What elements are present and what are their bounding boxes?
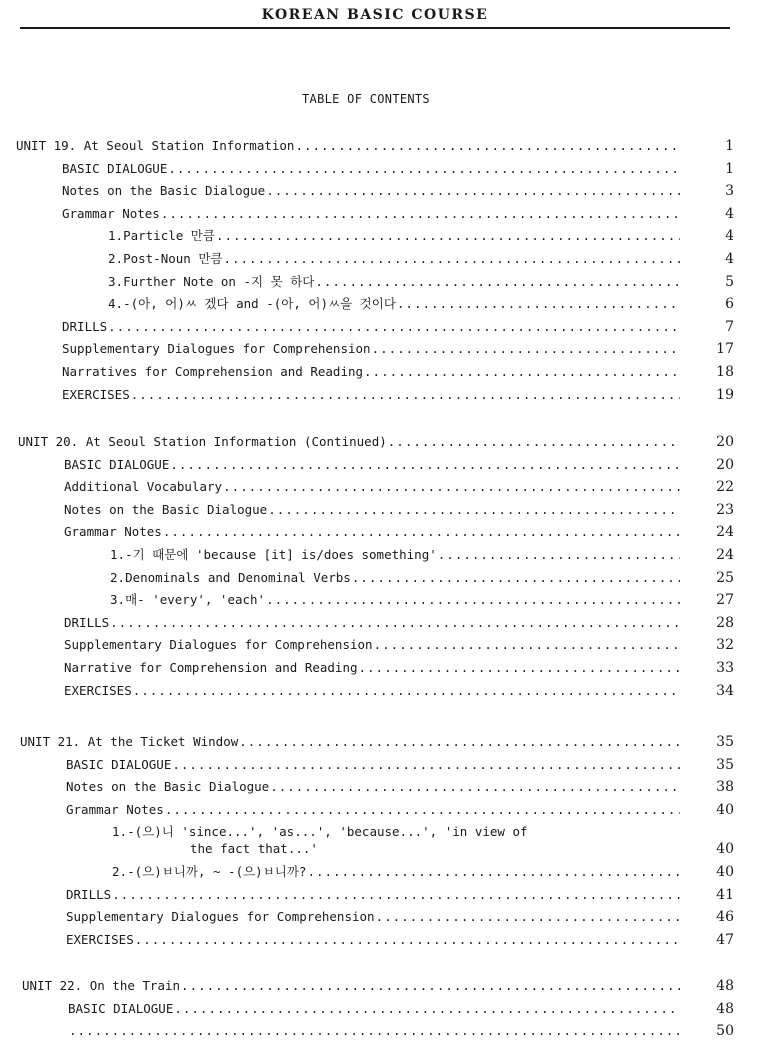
- dot-leader: [270, 777, 680, 797]
- toc-entry: [62, 385, 734, 405]
- grammar-note-entry: [108, 294, 734, 314]
- page-number: 5: [725, 273, 734, 290]
- dot-leader: [170, 455, 680, 475]
- page-number: 22: [716, 479, 734, 496]
- page-number: 40: [716, 841, 734, 858]
- grammar-note-entry: [108, 272, 734, 292]
- entry-label: -(아, 어)ㅆ 겠다 and -(아, 어)ㅆ을 것이다: [123, 296, 396, 312]
- entry-number: 4.: [108, 296, 124, 312]
- dot-leader: [161, 204, 680, 224]
- toc-entry: [62, 317, 734, 337]
- dot-leader: [266, 181, 680, 201]
- entry-label: Denominals and Denominal Verbs: [125, 569, 351, 585]
- unit-entry: [16, 136, 734, 156]
- page-number: 1: [725, 138, 734, 154]
- dot-leader: [295, 136, 680, 156]
- page-number: 24: [716, 547, 734, 563]
- entry-number: 1.: [110, 547, 126, 562]
- dot-leader: [352, 568, 680, 588]
- dot-leader: [112, 885, 680, 905]
- grammar-note-entry: [110, 568, 734, 588]
- page-number: 7: [725, 318, 734, 335]
- toc-entry: [66, 930, 734, 950]
- entry-label: Particle 만큼: [123, 228, 215, 244]
- dot-leader: [174, 999, 680, 1019]
- entry-label: Grammar Notes: [62, 205, 160, 221]
- dot-leader: [135, 930, 680, 950]
- toc-entry: [62, 362, 734, 382]
- page-number: 48: [716, 1000, 734, 1017]
- dot-leader: [163, 522, 680, 542]
- entry-label: BASIC DIALOGUE: [64, 456, 170, 472]
- entry-label: DRILLS: [66, 886, 112, 902]
- unit-entry: [22, 976, 734, 996]
- page-number: 35: [716, 756, 734, 773]
- page-number: 17: [716, 341, 734, 358]
- page-number: 38: [716, 779, 734, 796]
- toc-entry: [64, 477, 734, 497]
- page-number: 48: [716, 978, 734, 994]
- dot-leader: [315, 272, 680, 292]
- page-number: 6: [725, 296, 734, 313]
- entry-label: DRILLS: [64, 614, 110, 630]
- dot-leader: [388, 432, 680, 452]
- toc-entry: [66, 755, 734, 775]
- entry-label: -(으)니 'since...', 'as...', 'because...', 'in view of: [127, 824, 528, 840]
- dot-leader: [165, 800, 680, 820]
- toc-entry: [66, 907, 734, 927]
- toc-entry: [64, 635, 734, 655]
- page-number: 28: [716, 614, 734, 631]
- page-number: 4: [725, 228, 734, 245]
- dot-leader: [223, 477, 680, 497]
- dot-leader: [133, 681, 680, 701]
- page-number: 27: [716, 592, 734, 609]
- page-number: 1: [725, 160, 734, 177]
- dot-leader: [216, 226, 680, 246]
- entry-label: DRILLS: [62, 318, 108, 334]
- dot-leader: [307, 862, 680, 882]
- dot-leader: [69, 1021, 680, 1041]
- toc-entry: [68, 1021, 734, 1041]
- entry-label: Notes on the Basic Dialogue: [62, 183, 266, 199]
- unit-entry: [18, 432, 734, 452]
- grammar-note-entry: [108, 249, 734, 269]
- entry-label: Supplementary Dialogues for Comprehension: [66, 909, 375, 925]
- dot-leader: [108, 317, 680, 337]
- dot-leader: [239, 732, 680, 752]
- entry-label: -기 때문에 'because [it] is/does something': [125, 547, 437, 562]
- entry-number: 2.: [110, 569, 126, 585]
- dot-leader: [110, 613, 680, 633]
- toc-entry: [64, 500, 734, 520]
- dot-leader: [359, 658, 681, 678]
- entry-label: Supplementary Dialogues for Comprehension: [62, 341, 371, 357]
- entry-label: UNIT 22. On the Train: [22, 978, 181, 993]
- entry-label: Additional Vocabulary: [64, 479, 223, 495]
- entry-label: Notes on the Basic Dialogue: [64, 501, 268, 517]
- entry-label: 매- 'every', 'each': [125, 592, 266, 608]
- page-number: 50: [716, 1023, 734, 1040]
- toc-entry: [66, 777, 734, 797]
- page-number: 34: [716, 682, 734, 699]
- page-number: 32: [716, 637, 734, 654]
- entry-label: EXERCISES: [66, 931, 134, 947]
- dot-leader: [223, 249, 680, 269]
- toc-entry: [62, 181, 734, 201]
- entry-number: 1.: [112, 824, 128, 840]
- page-number: 40: [716, 864, 734, 880]
- toc-entry: [62, 339, 734, 359]
- dot-leader: [372, 339, 680, 359]
- dot-leader: [397, 294, 680, 314]
- entry-label: Narrative for Comprehension and Reading: [64, 660, 358, 675]
- entry-number: 3.: [108, 273, 124, 289]
- dot-leader: [172, 755, 680, 775]
- entry-label: Narratives for Comprehension and Reading: [62, 364, 364, 379]
- grammar-note-entry: [112, 862, 734, 882]
- page-number: 4: [725, 205, 734, 222]
- page-number: 41: [716, 886, 734, 903]
- entry-label: Grammar Notes: [64, 524, 162, 540]
- page-number: 24: [716, 524, 734, 541]
- dot-leader: [266, 590, 680, 610]
- grammar-note-entry: [110, 590, 734, 610]
- toc-heading: TABLE OF CONTENTS: [302, 92, 430, 106]
- toc-entry: [66, 800, 734, 820]
- entry-label: BASIC DIALOGUE: [66, 756, 172, 772]
- page-number: 18: [716, 364, 734, 380]
- entry-number: 2.: [112, 864, 128, 879]
- book-title: KOREAN BASIC COURSE: [261, 7, 489, 23]
- page-number: 23: [716, 501, 734, 518]
- entry-label: EXERCISES: [62, 386, 130, 402]
- page-number: 33: [716, 660, 734, 676]
- page-number: 25: [716, 569, 734, 586]
- toc-entry: [62, 204, 734, 224]
- toc-entry: [64, 681, 734, 701]
- grammar-note-continuation: [190, 839, 734, 859]
- dot-leader: [364, 362, 680, 382]
- entry-label: UNIT 19. At Seoul Station Information: [16, 138, 295, 153]
- page-number: 20: [716, 434, 734, 450]
- entry-label: Post-Noun 만큼: [123, 251, 223, 266]
- page-number: 47: [716, 931, 734, 948]
- toc-entry: [64, 658, 734, 678]
- page-number: 19: [716, 386, 734, 403]
- page-number: 3: [725, 183, 734, 200]
- toc-entry: [66, 885, 734, 905]
- toc-entry: [68, 999, 734, 1019]
- continuation-text: the fact that...': [190, 841, 318, 857]
- entry-label: Further Note on -지 못 하다: [123, 273, 315, 289]
- entry-number: 2.: [108, 251, 124, 266]
- toc-entry: [62, 159, 734, 179]
- entry-label: Supplementary Dialogues for Comprehension: [64, 637, 373, 653]
- entry-number: 1.: [108, 228, 124, 244]
- toc-entry: [64, 455, 734, 475]
- page-number: 46: [716, 909, 734, 926]
- dot-leader: [181, 976, 680, 996]
- entry-label: UNIT 21. At the Ticket Window: [20, 734, 239, 749]
- entry-label: EXERCISES: [64, 682, 132, 698]
- dot-leader: [438, 545, 680, 565]
- grammar-note-entry: [110, 545, 734, 565]
- entry-label: BASIC DIALOGUE: [68, 1000, 174, 1016]
- unit-entry: [20, 732, 734, 752]
- entry-label: BASIC DIALOGUE: [62, 160, 168, 176]
- dot-leader: [131, 385, 680, 405]
- dot-leader: [376, 907, 680, 927]
- page-number: 4: [725, 251, 734, 267]
- page-number: 20: [716, 456, 734, 473]
- entry-number: 3.: [110, 592, 126, 608]
- grammar-note-entry: [108, 226, 734, 246]
- toc-entry: [64, 522, 734, 542]
- page-number: 35: [716, 734, 734, 750]
- entry-label: Grammar Notes: [66, 801, 164, 817]
- entry-label: Notes on the Basic Dialogue: [66, 779, 270, 795]
- dot-leader: [268, 500, 680, 520]
- page-number: 40: [716, 801, 734, 818]
- dot-leader: [374, 635, 680, 655]
- dot-leader: [168, 159, 680, 179]
- entry-label: -(으)ㅂ니까, ~ -(으)ㅂ니까?: [127, 864, 307, 879]
- entry-label: UNIT 20. At Seoul Station Information (Continued): [18, 434, 387, 449]
- toc-entry: [64, 613, 734, 633]
